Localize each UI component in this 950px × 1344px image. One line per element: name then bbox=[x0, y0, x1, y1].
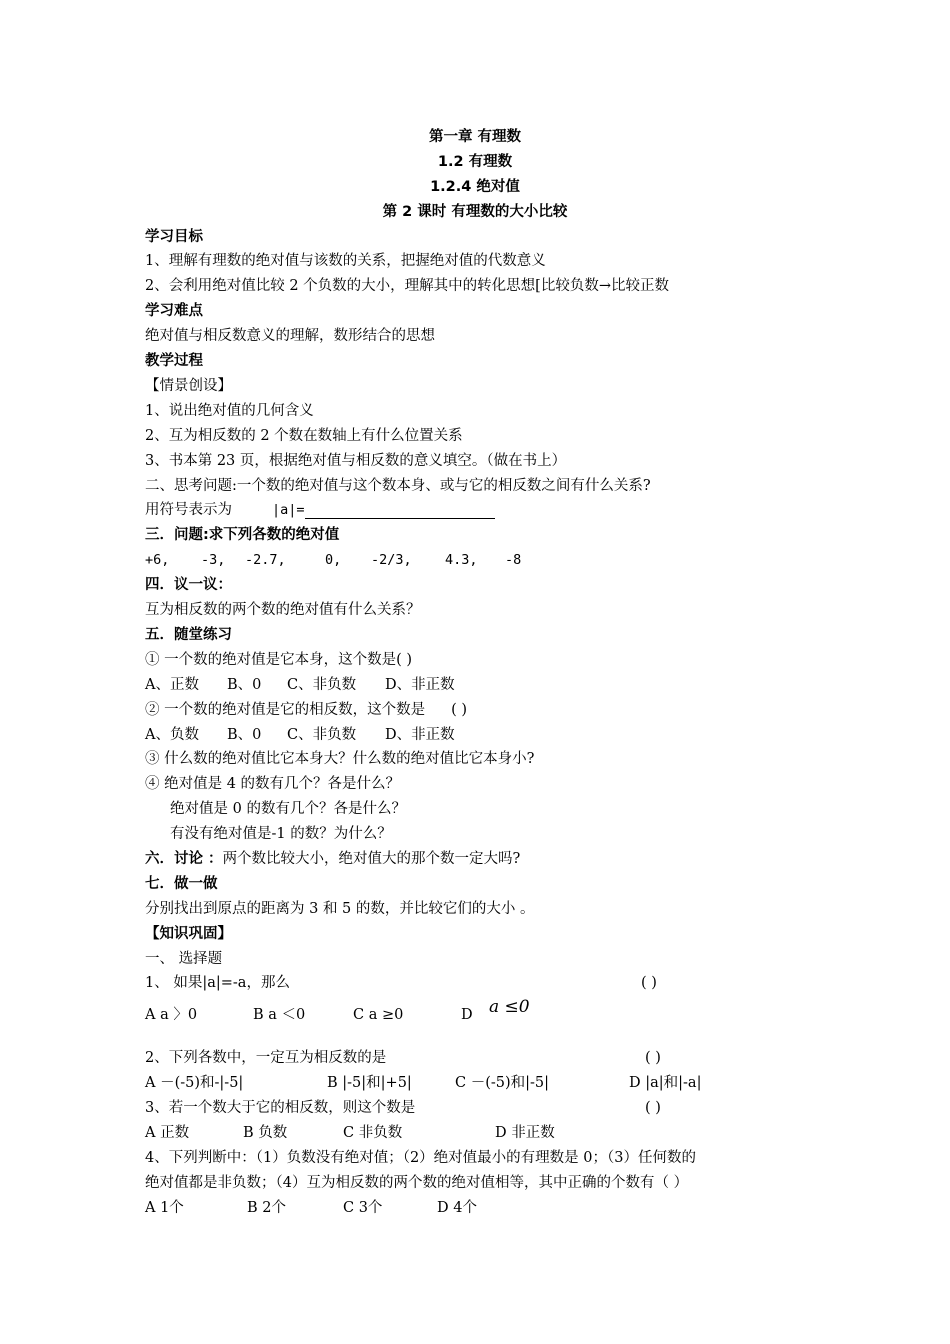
choice-q4-line2: 绝对值都是非负数；（4）互为相反数的两个数的绝对值相等，其中正确的个数有（ ） bbox=[145, 1175, 689, 1191]
discussion bbox=[145, 850, 520, 868]
difficulty-title: 学习难点 bbox=[145, 303, 203, 319]
section-heading: 1.2 有理数 bbox=[437, 154, 513, 170]
number-item: -2.7, bbox=[245, 552, 286, 568]
answer-paren: ( ) bbox=[641, 975, 657, 991]
choice-q4-line1: 4、下列判断中：（1）负数没有绝对值；（2）绝对值最小的有理数是 0；（3）任何数的 bbox=[145, 1150, 696, 1166]
q6-title: 六．讨论 ： bbox=[145, 851, 223, 867]
exercise-4b: 绝对值是 0 的数有几个？各是什么？ bbox=[170, 801, 406, 817]
question-text: 2、下列各数中，一定互为相反数的是 bbox=[145, 1050, 387, 1066]
option: D、非正数 bbox=[385, 727, 455, 743]
think-question: 二、思考问题:一个数的绝对值与这个数本身、或与它的相反数之间有什么关系? bbox=[145, 478, 651, 494]
answer-paren: ( ) bbox=[645, 1050, 661, 1066]
q5-title: 五．随堂练习 bbox=[145, 627, 232, 643]
option: C a ≥0 bbox=[353, 1007, 404, 1023]
option: A －(-5)和-|-5| bbox=[145, 1075, 244, 1091]
answer-paren: ( ) bbox=[645, 1100, 661, 1116]
exercise-2-text: ② 一个数的绝对值是它的相反数，这个数是 bbox=[145, 702, 426, 718]
exercise-2 bbox=[145, 701, 467, 719]
subsection-heading: 1.2.4 绝对值 bbox=[430, 179, 520, 195]
process-title: 教学过程 bbox=[145, 353, 203, 369]
option: B 2个 bbox=[247, 1200, 286, 1216]
option: B、0 bbox=[227, 677, 262, 693]
option: A、正数 bbox=[145, 677, 199, 693]
choice-q3-options bbox=[145, 1124, 605, 1142]
number-item: -8 bbox=[505, 552, 522, 568]
option: B、0 bbox=[227, 727, 262, 743]
option: C、非负数 bbox=[287, 677, 357, 693]
option: D bbox=[461, 1007, 473, 1023]
option: C、非负数 bbox=[287, 727, 357, 743]
option: A a 〉0 bbox=[145, 1007, 198, 1023]
number-item: -2/3, bbox=[371, 552, 412, 568]
choice-q1 bbox=[145, 974, 705, 992]
goals-title: 学习目标 bbox=[145, 229, 203, 245]
exercise-4c: 有没有绝对值是-1 的数？为什么？ bbox=[170, 826, 392, 842]
option-formula: a ≤0 bbox=[489, 997, 530, 1017]
symbol-expr: |a|= bbox=[272, 502, 305, 518]
option: D |a|和|-a| bbox=[629, 1075, 702, 1091]
scenario-item: 3、书本第 23 页，根据绝对值与相反数的意义填空。（做在书上） bbox=[145, 453, 567, 469]
question-text: 3、若一个数大于它的相反数，则这个数是 bbox=[145, 1100, 416, 1116]
number-item: +6, bbox=[145, 552, 170, 568]
number-item: 4.3, bbox=[445, 552, 478, 568]
choice-q2 bbox=[145, 1049, 705, 1067]
exercise-1: ① 一个数的绝对值是它本身，这个数是( ) bbox=[145, 652, 413, 668]
exercise-1-options bbox=[145, 676, 485, 694]
difficulty-text: 绝对值与相反数意义的理解，数形结合的思想 bbox=[145, 328, 435, 344]
goal-item: 2、会利用绝对值比较 2 个负数的大小，理解其中的转化思想[比较负数→比较正数 bbox=[145, 278, 669, 294]
symbol-line bbox=[145, 501, 495, 519]
q4-title: 四．议一议： bbox=[145, 577, 232, 593]
goal-item: 1、理解有理数的绝对值与该数的关系，把握绝对值的代数意义 bbox=[145, 253, 546, 269]
scenario-title: 【情景创设】 bbox=[145, 378, 232, 394]
exercise-2-options bbox=[145, 726, 485, 744]
scenario-item: 2、互为相反数的 2 个数在数轴上有什么位置关系 bbox=[145, 428, 463, 444]
option: D 4个 bbox=[437, 1200, 477, 1216]
consolidation-title: 【知识巩固】 bbox=[145, 926, 232, 942]
number-item: -3, bbox=[201, 552, 226, 568]
q7-title: 七．做一做 bbox=[145, 876, 218, 892]
option: A 正数 bbox=[145, 1125, 190, 1141]
lesson-heading: 第 2 课时 有理数的大小比较 bbox=[382, 204, 568, 220]
answer-blank bbox=[305, 503, 495, 519]
option: D、非正数 bbox=[385, 677, 455, 693]
answer-paren: ( ) bbox=[451, 702, 468, 718]
option: C －(-5)和|-5| bbox=[455, 1075, 550, 1091]
option: A、负数 bbox=[145, 727, 199, 743]
q3-title: 三．问题:求下列各数的绝对值 bbox=[145, 527, 340, 543]
exercise-3: ③ 什么数的绝对值比它本身大？什么数的绝对值比它本身小? bbox=[145, 751, 535, 767]
choice-q3 bbox=[145, 1099, 705, 1117]
option: B 负数 bbox=[243, 1125, 288, 1141]
option: C 非负数 bbox=[343, 1125, 403, 1141]
option: C 3个 bbox=[343, 1200, 383, 1216]
q7-text: 分别找出到原点的距离为 3 和 5 的数，并比较它们的大小 。 bbox=[145, 901, 535, 917]
chapter-heading: 第一章 有理数 bbox=[428, 129, 522, 145]
symbol-label: 用符号表示为 bbox=[145, 502, 232, 518]
question-text: 1、 如果|a|=-a，那么 bbox=[145, 975, 290, 991]
choice-q2-options bbox=[145, 1074, 745, 1092]
q6-text: 两个数比较大小，绝对值大的那个数一定大吗? bbox=[222, 851, 521, 867]
option: A 1个 bbox=[145, 1200, 184, 1216]
choice-q1-options bbox=[145, 997, 565, 1026]
q3-numbers bbox=[145, 551, 565, 569]
choice-q4-options bbox=[145, 1199, 545, 1217]
scenario-item: 1、说出绝对值的几何含义 bbox=[145, 403, 314, 419]
option: D 非正数 bbox=[495, 1125, 555, 1141]
q4-text: 互为相反数的两个数的绝对值有什么关系？ bbox=[145, 602, 421, 618]
number-item: 0, bbox=[325, 552, 342, 568]
exercise-4: ④ 绝对值是 4 的数有几个？各是什么？ bbox=[145, 776, 401, 792]
option: B |-5|和|+5| bbox=[327, 1075, 412, 1091]
choice-section-title: 一、 选择题 bbox=[145, 951, 223, 967]
option: B a ＜0 bbox=[253, 1007, 306, 1023]
